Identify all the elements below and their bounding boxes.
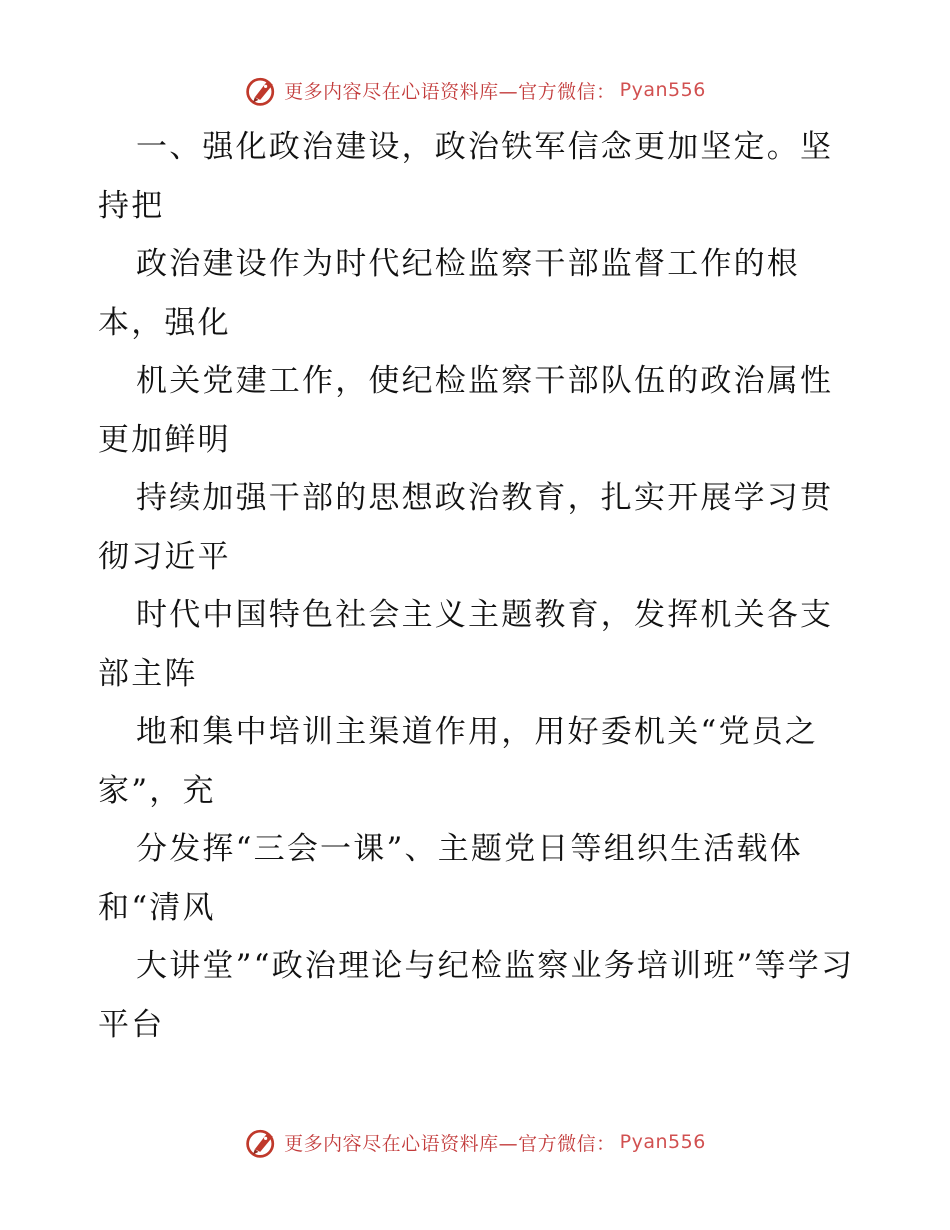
header-watermark bbox=[0, 72, 950, 108]
pen-nib-logo-icon bbox=[244, 72, 280, 108]
paragraph: 大讲堂”“政治理论与纪检监察业务培训班”等学习平台 bbox=[98, 948, 855, 1043]
paragraph: 地和集中培训主渠道作用，用好委机关“党员之家”，充 bbox=[98, 714, 819, 809]
paragraph: 一、强化政治建设，政治铁军信念更加坚定。坚持把 bbox=[98, 129, 834, 224]
watermark-wechat-id: Pyan556 bbox=[619, 1131, 706, 1153]
paragraph: 机关党建工作，使纪检监察干部队伍的政治属性更加鲜明 bbox=[98, 363, 834, 458]
pen-nib-logo-icon bbox=[244, 1124, 280, 1160]
watermark-wechat-id: Pyan556 bbox=[619, 79, 706, 101]
document-body bbox=[98, 118, 858, 1054]
watermark-text: 更多内容尽在心语资料库—官方微信： bbox=[284, 1132, 616, 1155]
footer-watermark bbox=[0, 1124, 950, 1160]
paragraph: 持续加强干部的思想政治教育，扎实开展学习贯彻习近平 bbox=[98, 480, 834, 575]
paragraph: 时代中国特色社会主义主题教育，发挥机关各支部主阵 bbox=[98, 597, 834, 692]
paragraph: 分发挥“三会一课”、主题党日等组织生活载体和“清风 bbox=[98, 831, 803, 926]
watermark-text: 更多内容尽在心语资料库—官方微信： bbox=[284, 80, 616, 103]
paragraph: 政治建设作为时代纪检监察干部监督工作的根本，强化 bbox=[98, 246, 800, 341]
